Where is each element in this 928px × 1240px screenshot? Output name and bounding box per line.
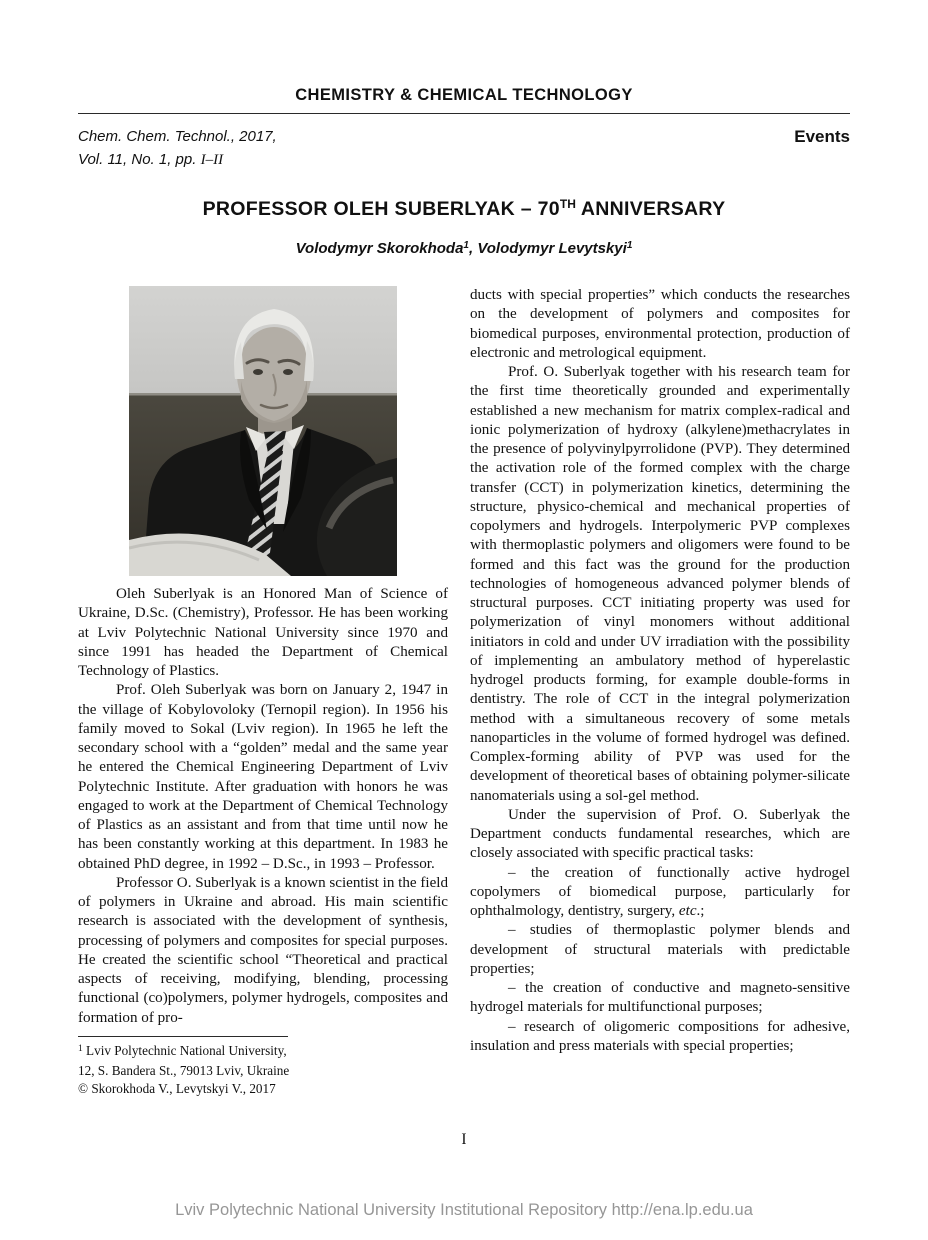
footnote-address: 12, S. Bandera St., 79013 Lviv, Ukraine bbox=[78, 1063, 290, 1079]
footnote-copyright: © Skorokhoda V., Levytskyi V., 2017 bbox=[78, 1080, 276, 1096]
header-rule bbox=[78, 113, 850, 114]
paragraph: Professor O. Suberlyak is a known scientist in the field of polymers in Ukraine and abroad. His main scientific research is associated with the development of synthesis, processing of polymers and composites for special purposes. He created the scientific school “Theoretical and practical aspects of receiving, modifying, blending, processing functional (co)polymers, polymer hydrogels, composites and formation of pro- bbox=[78, 874, 449, 1026]
two-column-body bbox=[78, 286, 850, 1097]
footnote-rule bbox=[78, 1036, 288, 1037]
page-content bbox=[78, 0, 850, 1097]
section-label-events: Events bbox=[794, 127, 850, 146]
portrait-photo bbox=[129, 286, 397, 576]
article-title: PROFESSOR OLEH SUBERLYAK – 70TH ANNIVERSARY bbox=[202, 197, 726, 220]
right-column bbox=[470, 286, 850, 1097]
footnote-block bbox=[78, 1036, 448, 1098]
authors-line: Volodymyr Skorokhoda$^1$, Volodymyr Levytskyi$^1$ bbox=[295, 240, 633, 257]
repository-footer: Lviv Polytechnic National University Institutional Repository http://ena.lp.edu.ua bbox=[175, 1201, 753, 1219]
paragraph: Oleh Suberlyak is an Honored Man of Science of Ukraine, D.Sc. (Chemistry), Professor. He has been working at Lviv Polytechnic National University since 1970 and since 1991 has headed the Department of Chemical Technology of Plastics. bbox=[78, 586, 448, 679]
left-column bbox=[78, 286, 448, 1097]
portrait-photo-illustration bbox=[129, 286, 397, 576]
paragraph-bullet: – the creation of conductive and magneto-sensitive hydrogel materials for multifunctional purposes; bbox=[470, 980, 850, 1016]
citation-line-2: Vol. 11, No. 1, pp. I–II bbox=[78, 151, 224, 168]
page-number: I bbox=[461, 1131, 467, 1148]
author-1-affiliation-superscript: 1 bbox=[463, 240, 469, 251]
citation-line-1: Chem. Chem. Technol., 2017, bbox=[78, 128, 277, 145]
paragraph: Prof. Oleh Suberlyak was born on January 2, 1947 in the village of Kobylovoloky (Ternopil region). In 1956 his family moved to Sokal (Lviv region). In 1965 he left the secondary school with a “golden” medal and the same year he entered the Chemical Engineering Department of Lviv Polytechnic Institute. After graduation with honors he was engaged to work at the Department of Chemical Technology of Plastics as an assistant and from that time until now he has been constantly working at this department. In 1983 he obtained PhD degree, in 1992 – D.Sc., in 1993 – Professor. bbox=[78, 682, 448, 872]
author-1: Volodymyr Skorokhoda bbox=[295, 240, 464, 257]
journal-title: CHEMISTRY & CHEMICAL TECHNOLOGY bbox=[295, 86, 633, 104]
paragraph: ducts with special properties” which conducts the researches on the development of polymers and composites for biomedical purposes, environmental protection, production of electronic and metrological equipment. bbox=[470, 287, 850, 361]
paragraph-bullet: – research of oligomeric compositions for adhesive, insulation and press materials with special properties; bbox=[470, 1018, 850, 1054]
footnote-affiliation: $^1$ Lviv Polytechnic National University, bbox=[78, 1042, 287, 1058]
title-superscript: TH bbox=[559, 197, 576, 211]
paragraph-bullet: – the creation of functionally active hydrogel copolymers of biomedical purpose, particularly for ophthalmology, dentistry, surgery, etc.; bbox=[470, 864, 850, 919]
author-2-affiliation-superscript: 1 bbox=[626, 240, 633, 251]
paragraph: Under the supervision of Prof. O. Suberlyak the Department conducts fundamental researches, which are closely associated with specific practical tasks: bbox=[470, 806, 850, 862]
citation-pages: I–II bbox=[200, 152, 224, 168]
author-2: Volodymyr Levytskyi bbox=[477, 240, 627, 257]
citation-block bbox=[78, 125, 277, 172]
footnote-marker: 1 bbox=[78, 1043, 83, 1054]
citation-row bbox=[78, 125, 850, 172]
etc-italic: etc bbox=[678, 903, 697, 919]
paragraph: Prof. O. Suberlyak together with his research team for the first time theoretically grounded and experimentally established a new mechanism for matrix complex-radical and ionic polymerization of hydroxy (alkylene)methacrylates in the presence of polyvinylpyrrolidone (PVP). They determined the activation role of the formed complex with the charge transfer (CCT) in polymerization kinetics, determining the structure, physico-chemical and mechanical properties of copolymers and hydrogels. Interpolymeric PVP complexes with thermoplastic polymers and oligomers were found to be formed and this fact was the ground for the production technologies of homogeneous advanced polymer blends of structural purposes. CCT initiating property was used for polymerization of vinyl monomers without additional initiators in cold and under UV irradiation with the possibility of implementing an ambulatory method of hyperelastic hydrogel products forming, for example double-forms in dentistry. The role of CCT in the integral polymerization method with a simultaneous recovery of some metals nanoparticles in the volume of formed hydrogel was defined. Complex-forming ability of PVP was used for the development of theoretical bases of obtaining polymer-silicate nanomaterials using a sol-gel method. bbox=[470, 364, 850, 804]
paragraph-bullet: – studies of thermoplastic polymer blends and development of structural materials with predictable properties; bbox=[470, 922, 850, 977]
